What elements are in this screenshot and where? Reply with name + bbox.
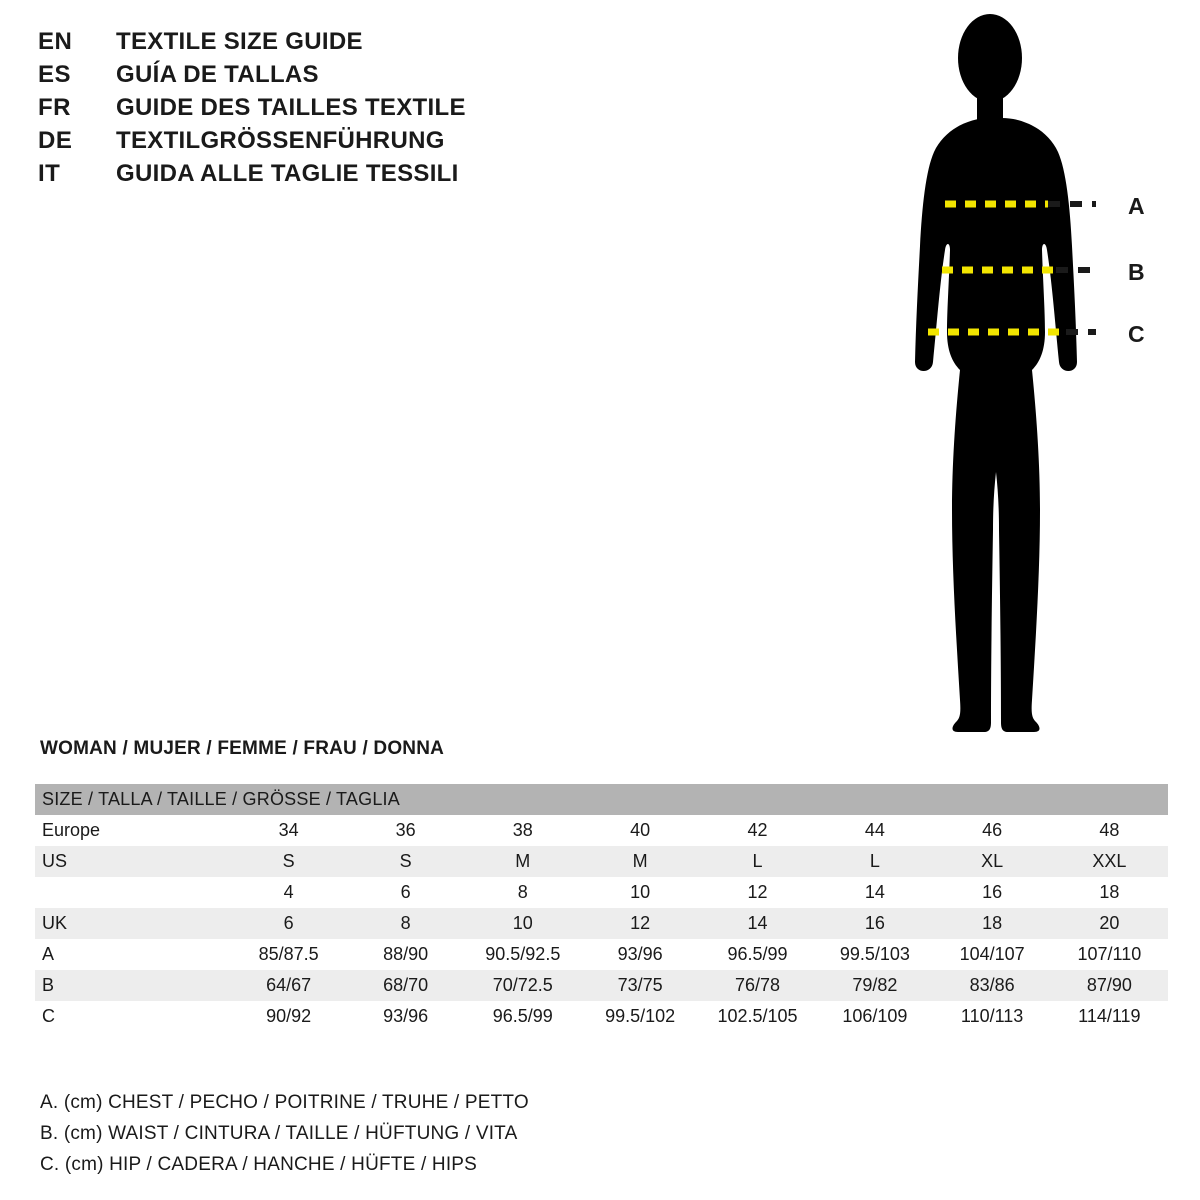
title-text-fr: GUIDE DES TAILLES TEXTILE <box>116 94 466 121</box>
row-label-uk: UK <box>35 908 230 939</box>
cell-b-3: 70/72.5 <box>464 970 581 1001</box>
cell-europe-3: 38 <box>464 815 581 846</box>
cell-europe-6: 44 <box>816 815 933 846</box>
footnote-c: C. (cm) HIP / CADERA / HANCHE / HÜFTE / HIPS <box>40 1154 478 1175</box>
female-silhouette-icon <box>860 10 1190 740</box>
row-label-c: C <box>35 1001 230 1032</box>
cell-europe-4: 40 <box>581 815 698 846</box>
marker-label-c: C <box>1128 321 1145 347</box>
cell-uk-8: 20 <box>1051 908 1168 939</box>
title-lang-fr: FR <box>38 94 71 121</box>
cell-us-6: L <box>816 846 933 877</box>
cell-uk-5: 14 <box>699 908 816 939</box>
cell-europe-1: 34 <box>230 815 347 846</box>
body-measurement-figure <box>860 10 1190 740</box>
cell-c-2: 93/96 <box>347 1001 464 1032</box>
cell-uk-1: 6 <box>230 908 347 939</box>
cell-usnum-5: 12 <box>699 877 816 908</box>
title-row <box>38 160 658 193</box>
title-row <box>38 94 658 127</box>
cell-b-4: 73/75 <box>581 970 698 1001</box>
table-header-cell: SIZE / TALLA / TAILLE / GRÖSSE / TAGLIA <box>35 784 1168 815</box>
cell-a-7: 104/107 <box>934 939 1051 970</box>
cell-b-7: 83/86 <box>934 970 1051 1001</box>
row-label-us-numeric <box>35 877 230 908</box>
cell-a-4: 93/96 <box>581 939 698 970</box>
cell-uk-7: 18 <box>934 908 1051 939</box>
cell-usnum-1: 4 <box>230 877 347 908</box>
cell-usnum-3: 8 <box>464 877 581 908</box>
title-row <box>38 127 658 160</box>
cell-a-3: 90.5/92.5 <box>464 939 581 970</box>
table-header-row <box>35 784 1168 815</box>
cell-europe-8: 48 <box>1051 815 1168 846</box>
cell-uk-2: 8 <box>347 908 464 939</box>
cell-usnum-7: 16 <box>934 877 1051 908</box>
cell-usnum-6: 14 <box>816 877 933 908</box>
cell-europe-2: 36 <box>347 815 464 846</box>
title-block <box>38 28 658 193</box>
footnote-b: B. (cm) WAIST / CINTURA / TAILLE / HÜFTUNG / VITA <box>40 1123 518 1144</box>
size-table <box>35 784 1168 1032</box>
cell-a-5: 96.5/99 <box>699 939 816 970</box>
title-lang-de: DE <box>38 127 73 154</box>
cell-a-8: 107/110 <box>1051 939 1168 970</box>
table-row <box>35 877 1168 908</box>
table-row <box>35 970 1168 1001</box>
table-row <box>35 908 1168 939</box>
cell-us-7: XL <box>934 846 1051 877</box>
cell-europe-5: 42 <box>699 815 816 846</box>
row-label-b: B <box>35 970 230 1001</box>
cell-b-2: 68/70 <box>347 970 464 1001</box>
cell-b-1: 64/67 <box>230 970 347 1001</box>
cell-c-3: 96.5/99 <box>464 1001 581 1032</box>
marker-label-b: B <box>1128 259 1145 285</box>
section-heading-woman: WOMAN / MUJER / FEMME / FRAU / DONNA <box>40 738 445 759</box>
cell-us-8: XXL <box>1051 846 1168 877</box>
cell-us-4: M <box>581 846 698 877</box>
cell-us-5: L <box>699 846 816 877</box>
cell-b-6: 79/82 <box>816 970 933 1001</box>
cell-usnum-2: 6 <box>347 877 464 908</box>
row-label-a: A <box>35 939 230 970</box>
title-lang-it: IT <box>38 160 61 187</box>
cell-b-8: 87/90 <box>1051 970 1168 1001</box>
title-text-en: TEXTILE SIZE GUIDE <box>116 28 363 55</box>
cell-uk-3: 10 <box>464 908 581 939</box>
cell-a-1: 85/87.5 <box>230 939 347 970</box>
cell-a-2: 88/90 <box>347 939 464 970</box>
title-row <box>38 61 658 94</box>
title-text-it: GUIDA ALLE TAGLIE TESSILI <box>116 160 459 187</box>
cell-us-1: S <box>230 846 347 877</box>
footnote-a: A. (cm) CHEST / PECHO / POITRINE / TRUHE / PETTO <box>40 1092 529 1113</box>
table-head <box>35 784 1168 815</box>
row-label-europe: Europe <box>35 815 230 846</box>
table-row <box>35 1001 1168 1032</box>
cell-c-1: 90/92 <box>230 1001 347 1032</box>
marker-label-a: A <box>1128 193 1145 219</box>
cell-c-6: 106/109 <box>816 1001 933 1032</box>
cell-c-7: 110/113 <box>934 1001 1051 1032</box>
table-row <box>35 939 1168 970</box>
cell-usnum-8: 18 <box>1051 877 1168 908</box>
title-lang-en: EN <box>38 28 73 55</box>
cell-c-8: 114/119 <box>1051 1001 1168 1032</box>
table-row <box>35 846 1168 877</box>
cell-uk-6: 16 <box>816 908 933 939</box>
title-lang-es: ES <box>38 61 72 88</box>
cell-b-5: 76/78 <box>699 970 816 1001</box>
title-text-es: GUÍA DE TALLAS <box>116 61 319 88</box>
cell-uk-4: 12 <box>581 908 698 939</box>
table-body <box>35 815 1168 1032</box>
title-row <box>38 28 658 61</box>
cell-c-4: 99.5/102 <box>581 1001 698 1032</box>
cell-us-3: M <box>464 846 581 877</box>
cell-usnum-4: 10 <box>581 877 698 908</box>
cell-c-5: 102.5/105 <box>699 1001 816 1032</box>
footnotes <box>40 1087 840 1180</box>
cell-a-6: 99.5/103 <box>816 939 933 970</box>
cell-europe-7: 46 <box>934 815 1051 846</box>
row-label-us: US <box>35 846 230 877</box>
title-text-de: TEXTILGRÖSSENFÜHRUNG <box>116 127 445 154</box>
cell-us-2: S <box>347 846 464 877</box>
table-row <box>35 815 1168 846</box>
